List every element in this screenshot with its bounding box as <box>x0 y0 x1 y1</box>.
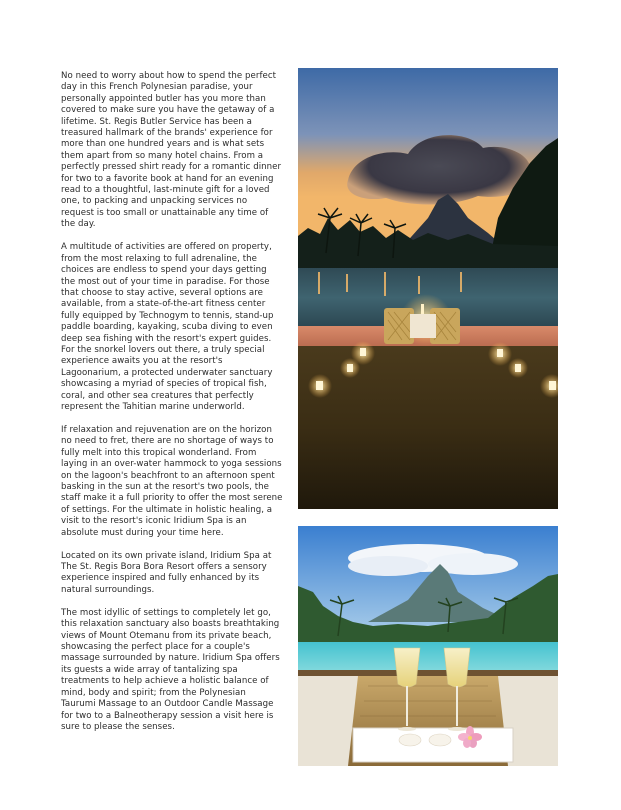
article-text-column <box>61 71 283 745</box>
spa-champagne-lagoon-photo <box>298 526 558 766</box>
beach-dinner-sunset-photo <box>298 68 558 509</box>
paragraph-iridium-spa-treatments: The most idyllic of settings to completely let go, this relaxation sanctuary also boasts breathtaking views of Mount Otemanu from its private beach, showcasing the perfect place for a couple's massage surrounded by nature. Iridium Spa offers its guests a wide array of tantalizing spa treatments to help achieve a holistic balance of mind, body and spirit; from the Polynesian Taurumi Massage to an Outdoor Candle Massage for two to a Balneotherapy session a visit here is sure to please the senses. <box>61 607 280 732</box>
paragraph-iridium-spa-location: Located on its own private island, Iridium Spa at The St. Regis Bora Bora Resort offers a sensory experience inspired and fully enhanced by its natural surroundings. <box>61 550 272 595</box>
paragraph-butler-service: No need to worry about how to spend the perfect day in this French Polynesian paradise, your personally appointed butler has you more than covered to make sure you have the getaway of a lifetime. St. Regis Butler Service has been a treasured hallmark of the brands' experience for more than one hundred years and is what sets them apart from so many hotel chains. From a perfectly pressed shirt ready for a romantic dinner for two to a favorite book at hand for an evening read to a thoughtful, last-minute gift for a loved one, to packing and unpacking services no request is too small or unattainable any time of the day. <box>61 71 282 230</box>
paragraph-relaxation: If relaxation and rejuvenation are on the horizon no need to fret, there are no shortage of ways to fully melt into this tropical wonderland. From laying in an over-water hammock to yoga sessions on the lagoon's beachfront to an afternoon spent basking in the sun at the resort's two pools, the staff make it a full priority to offer the most serene of settings. For the ultimate in holistic healing, a visit to the resort's iconic Iridium Spa is an absolute must during your time here. <box>61 424 283 538</box>
paragraph-activities: A multitude of activities are offered on property, from the most relaxing to full adrenaline, the choices are endless to spend your days getting the most out of your time in paradise. For those that choose to stay active, several options are available, from a state-of-the-art fitness center fully equipped by Technogym to tennis, stand-up paddle boarding, kayaking, scuba diving to even deep sea fishing with the resort's expert guides. For the snorkel lovers out there, a truly special experience awaits you at the resort's Lagoonarium, a protected underwater sanctuary showcasing a myriad of species of tropical fish, coral, and other sea creatures that perfectly represent the Tahitian marine underworld. <box>61 242 274 412</box>
